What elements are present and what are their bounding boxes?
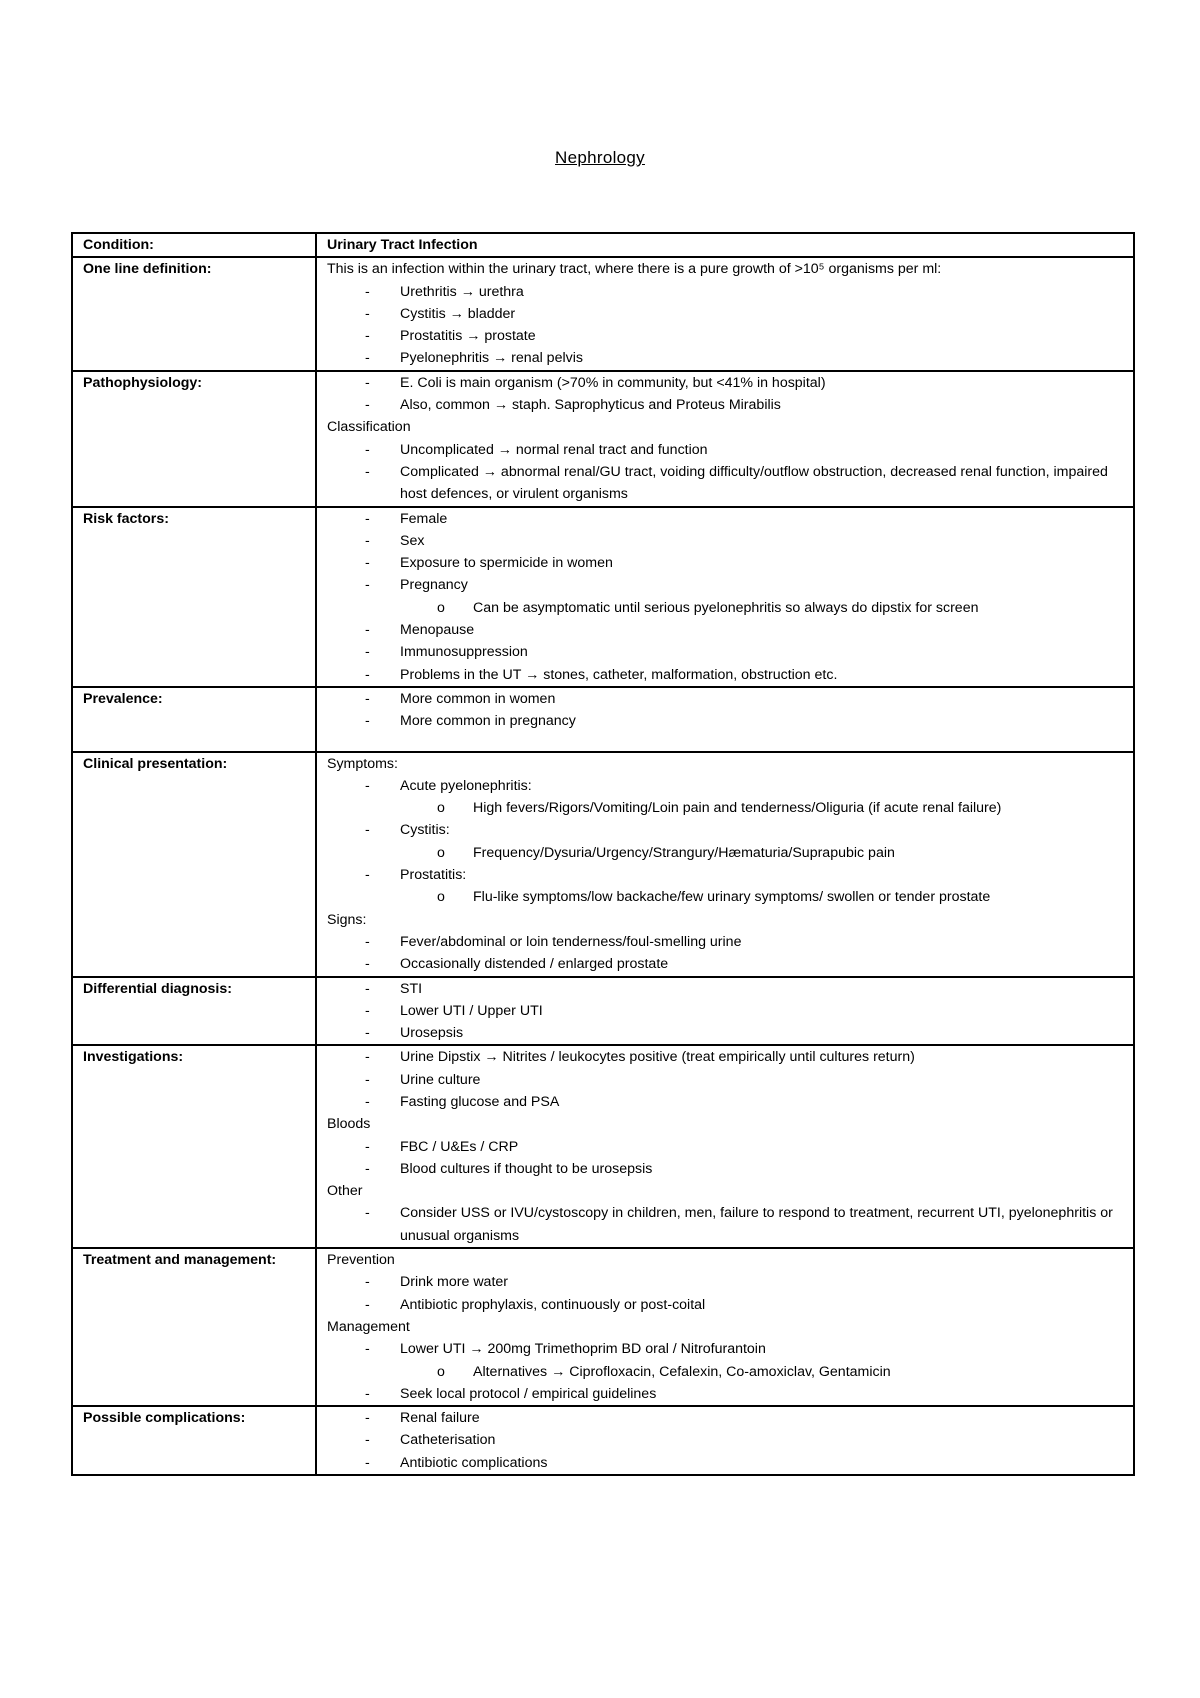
table-row bbox=[72, 977, 1134, 1046]
row-label: Differential diagnosis: bbox=[72, 977, 316, 1046]
bullet-item: - STI bbox=[327, 978, 1129, 1000]
row-content bbox=[316, 977, 1134, 1046]
bullet-item: - Problems in the UT → stones, catheter, malformation, obstruction etc. bbox=[327, 664, 1129, 686]
row-content bbox=[316, 233, 1134, 257]
row-content bbox=[316, 687, 1134, 752]
sub-bullet-item: o Alternatives → Ciprofloxacin, Cefalexin, Co-amoxiclav, Gentamicin bbox=[327, 1361, 1129, 1383]
bullet-item: - Urosepsis bbox=[327, 1022, 1129, 1044]
bullet-item: - Female bbox=[327, 508, 1129, 530]
bullet-item: - Urine culture bbox=[327, 1069, 1129, 1091]
bullet-item: - Menopause bbox=[327, 619, 1129, 641]
bullet-item: - Pregnancy bbox=[327, 574, 1129, 596]
content-line: This is an infection within the urinary tract, where there is a pure growth of >10⁵ organisms per ml: bbox=[327, 261, 942, 278]
bullet-item: - Exposure to spermicide in women bbox=[327, 552, 1129, 574]
content-line: Bloods bbox=[327, 1116, 371, 1133]
bullet-item: - Uncomplicated → normal renal tract and function bbox=[327, 439, 1129, 461]
bullet-item: - Fever/abdominal or loin tenderness/foul-smelling urine bbox=[327, 931, 1129, 953]
row-label: Condition: bbox=[72, 233, 316, 257]
table-body bbox=[72, 233, 1134, 1475]
table-row bbox=[72, 371, 1134, 507]
bullet-item: - Complicated → abnormal renal/GU tract, voiding difficulty/outflow obstruction, decreased renal function, impaired host defences, or virulent organisms bbox=[327, 461, 1129, 506]
condition-table bbox=[71, 232, 1135, 1476]
table-row bbox=[72, 1045, 1134, 1248]
table-row bbox=[72, 687, 1134, 752]
bullet-item: - Prostatitis: bbox=[327, 864, 1129, 886]
content-line: Symptoms: bbox=[327, 755, 398, 772]
content-line: Classification bbox=[327, 419, 411, 436]
row-label: Investigations: bbox=[72, 1045, 316, 1248]
row-content bbox=[316, 257, 1134, 370]
bullet-item: - FBC / U&Es / CRP bbox=[327, 1136, 1129, 1158]
bullet-item: - Cystitis: bbox=[327, 819, 1129, 841]
bullet-item: - Catheterisation bbox=[327, 1429, 1129, 1451]
content-line: Urinary Tract Infection bbox=[327, 237, 478, 253]
content-line: Other bbox=[327, 1183, 363, 1200]
sub-bullet-item: o Can be asymptomatic until serious pyelonephritis so always do dipstix for screen bbox=[327, 597, 1129, 619]
bullet-item: - Lower UTI / Upper UTI bbox=[327, 1000, 1129, 1022]
bullet-item: - Antibiotic prophylaxis, continuously or post-coital bbox=[327, 1294, 1129, 1316]
table-row bbox=[72, 752, 1134, 977]
row-content bbox=[316, 1248, 1134, 1406]
bullet-item: - Antibiotic complications bbox=[327, 1452, 1129, 1474]
row-content bbox=[316, 752, 1134, 977]
bullet-item: - Cystitis → bladder bbox=[327, 303, 1129, 325]
row-content bbox=[316, 1406, 1134, 1475]
bullet-item: - Seek local protocol / empirical guidelines bbox=[327, 1383, 1129, 1405]
bullet-item: - Drink more water bbox=[327, 1271, 1129, 1293]
content-line: Signs: bbox=[327, 911, 367, 928]
row-content bbox=[316, 1045, 1134, 1248]
bullet-item: - Urine Dipstix → Nitrites / leukocytes positive (treat empirically until cultures return) bbox=[327, 1046, 1129, 1068]
row-content bbox=[316, 507, 1134, 687]
row-label: Pathophysiology: bbox=[72, 371, 316, 507]
bullet-item: - Immunosuppression bbox=[327, 641, 1129, 663]
bullet-item: - Lower UTI → 200mg Trimethoprim BD oral / Nitrofurantoin bbox=[327, 1338, 1129, 1360]
bullet-item: - Acute pyelonephritis: bbox=[327, 775, 1129, 797]
bullet-item: - Prostatitis → prostate bbox=[327, 325, 1129, 347]
bullet-item: - Fasting glucose and PSA bbox=[327, 1091, 1129, 1113]
row-label: One line definition: bbox=[72, 257, 316, 370]
table-row bbox=[72, 507, 1134, 687]
row-label: Possible complications: bbox=[72, 1406, 316, 1475]
table-row bbox=[72, 233, 1134, 257]
sub-bullet-item: o Frequency/Dysuria/Urgency/Strangury/Hæmaturia/Suprapubic pain bbox=[327, 842, 1129, 864]
content-line: Management bbox=[327, 1318, 410, 1335]
content-line: Prevention bbox=[327, 1252, 395, 1269]
table-row bbox=[72, 257, 1134, 370]
table-row bbox=[72, 1406, 1134, 1475]
table-row bbox=[72, 1248, 1134, 1406]
row-label: Prevalence: bbox=[72, 687, 316, 752]
row-content bbox=[316, 371, 1134, 507]
bullet-item: - Blood cultures if thought to be urosepsis bbox=[327, 1158, 1129, 1180]
bullet-item: - E. Coli is main organism (>70% in community, but <41% in hospital) bbox=[327, 372, 1129, 394]
sub-bullet-item: o Flu-like symptoms/low backache/few urinary symptoms/ swollen or tender prostate bbox=[327, 886, 1129, 908]
bullet-item: - Occasionally distended / enlarged prostate bbox=[327, 953, 1129, 975]
page-title: Nephrology bbox=[555, 148, 645, 167]
sub-bullet-item: o High fevers/Rigors/Vomiting/Loin pain and tenderness/Oliguria (if acute renal failure) bbox=[327, 797, 1129, 819]
row-label: Treatment and management: bbox=[72, 1248, 316, 1406]
bullet-item: - Also, common → staph. Saprophyticus and Proteus Mirabilis bbox=[327, 394, 1129, 416]
bullet-item: - Urethritis → urethra bbox=[327, 281, 1129, 303]
row-label: Clinical presentation: bbox=[72, 752, 316, 977]
bullet-item: - Renal failure bbox=[327, 1407, 1129, 1429]
bullet-item: - More common in pregnancy bbox=[327, 710, 1129, 732]
bullet-item: - Pyelonephritis → renal pelvis bbox=[327, 347, 1129, 369]
bullet-item: - Consider USS or IVU/cystoscopy in children, men, failure to respond to treatment, recurrent UTI, pyelonephritis or unusual organisms bbox=[327, 1202, 1129, 1247]
bullet-item: - More common in women bbox=[327, 688, 1129, 710]
row-label: Risk factors: bbox=[72, 507, 316, 687]
bullet-item: - Sex bbox=[327, 530, 1129, 552]
